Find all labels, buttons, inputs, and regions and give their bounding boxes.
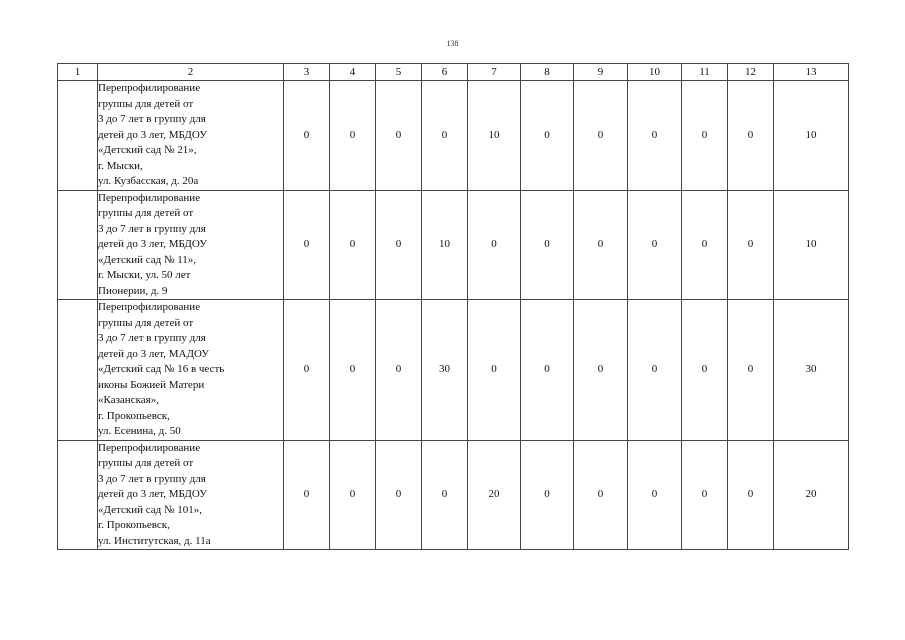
value-cell: 0 bbox=[330, 190, 376, 300]
total-cell: 20 bbox=[774, 440, 849, 550]
column-header: 11 bbox=[682, 64, 728, 81]
total-cell: 10 bbox=[774, 81, 849, 191]
value-cell: 0 bbox=[468, 300, 521, 441]
row-number-cell bbox=[58, 300, 98, 441]
column-header: 6 bbox=[422, 64, 468, 81]
value-cell: 0 bbox=[521, 440, 574, 550]
value-cell: 0 bbox=[330, 81, 376, 191]
value-cell: 0 bbox=[284, 440, 330, 550]
value-cell: 0 bbox=[574, 440, 628, 550]
value-cell: 0 bbox=[682, 81, 728, 191]
value-cell: 30 bbox=[422, 300, 468, 441]
column-header: 3 bbox=[284, 64, 330, 81]
column-header: 5 bbox=[376, 64, 422, 81]
value-cell: 0 bbox=[628, 440, 682, 550]
value-cell: 0 bbox=[422, 81, 468, 191]
table-row bbox=[58, 440, 849, 550]
value-cell: 0 bbox=[376, 440, 422, 550]
total-cell: 10 bbox=[774, 190, 849, 300]
data-table bbox=[57, 63, 849, 550]
value-cell: 0 bbox=[376, 300, 422, 441]
value-cell: 0 bbox=[521, 190, 574, 300]
column-header: 12 bbox=[728, 64, 774, 81]
value-cell: 0 bbox=[284, 190, 330, 300]
row-number-cell bbox=[58, 81, 98, 191]
value-cell: 0 bbox=[728, 300, 774, 441]
value-cell: 0 bbox=[728, 440, 774, 550]
row-number-cell bbox=[58, 440, 98, 550]
value-cell: 0 bbox=[682, 190, 728, 300]
value-cell: 0 bbox=[628, 190, 682, 300]
value-cell: 0 bbox=[574, 190, 628, 300]
value-cell: 0 bbox=[422, 440, 468, 550]
value-cell: 0 bbox=[468, 190, 521, 300]
description-cell: Перепрофилирование группы для детей от 3 до 7 лет в группу для детей до 3 лет, МАДОУ «Детский сад № 16 в честь иконы Божией Матери «Казанская», г. Прокопьевск, ул. Есенина, д. 50 bbox=[98, 300, 284, 441]
value-cell: 0 bbox=[574, 81, 628, 191]
column-header: 9 bbox=[574, 64, 628, 81]
value-cell: 0 bbox=[628, 300, 682, 441]
value-cell: 0 bbox=[521, 81, 574, 191]
table-row bbox=[58, 300, 849, 441]
description-cell: Перепрофилирование группы для детей от 3 до 7 лет в группу для детей до 3 лет, МБДОУ «Детский сад № 101», г. Прокопьевск, ул. Институтская, д. 11а bbox=[98, 440, 284, 550]
value-cell: 0 bbox=[682, 300, 728, 441]
value-cell: 0 bbox=[628, 81, 682, 191]
value-cell: 20 bbox=[468, 440, 521, 550]
value-cell: 0 bbox=[284, 300, 330, 441]
column-header: 8 bbox=[521, 64, 574, 81]
value-cell: 0 bbox=[330, 300, 376, 441]
column-header: 4 bbox=[330, 64, 376, 81]
value-cell: 0 bbox=[376, 190, 422, 300]
total-cell: 30 bbox=[774, 300, 849, 441]
column-header: 1 bbox=[58, 64, 98, 81]
column-header: 2 bbox=[98, 64, 284, 81]
value-cell: 0 bbox=[284, 81, 330, 191]
value-cell: 0 bbox=[376, 81, 422, 191]
value-cell: 0 bbox=[574, 300, 628, 441]
value-cell: 10 bbox=[422, 190, 468, 300]
table-row bbox=[58, 81, 849, 191]
value-cell: 0 bbox=[521, 300, 574, 441]
table-row bbox=[58, 190, 849, 300]
value-cell: 10 bbox=[468, 81, 521, 191]
column-header: 7 bbox=[468, 64, 521, 81]
value-cell: 0 bbox=[728, 190, 774, 300]
description-cell: Перепрофилирование группы для детей от 3 до 7 лет в группу для детей до 3 лет, МБДОУ «Детский сад № 11», г. Мыски, ул. 50 лет Пионерии, д. 9 bbox=[98, 190, 284, 300]
value-cell: 0 bbox=[728, 81, 774, 191]
row-number-cell bbox=[58, 190, 98, 300]
description-cell: Перепрофилирование группы для детей от 3 до 7 лет в группу для детей до 3 лет, МБДОУ «Детский сад № 21», г. Мыски, ул. Кузбасская, д. 20а bbox=[98, 81, 284, 191]
page-number: 138 bbox=[446, 39, 459, 48]
header-row bbox=[58, 64, 849, 81]
column-header: 13 bbox=[774, 64, 849, 81]
column-header: 10 bbox=[628, 64, 682, 81]
value-cell: 0 bbox=[330, 440, 376, 550]
value-cell: 0 bbox=[682, 440, 728, 550]
